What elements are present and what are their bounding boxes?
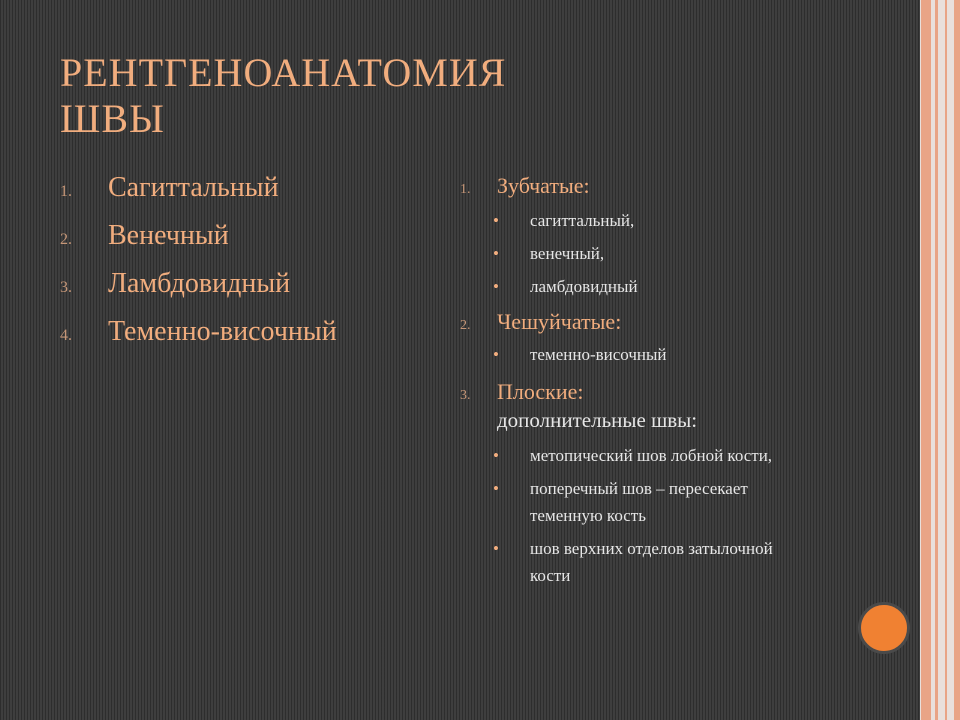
suture-types	[460, 172, 820, 589]
bullet-icon: •	[493, 244, 499, 263]
list-text: Венечный	[108, 220, 229, 251]
title-line-1: РЕНТГЕНОАНАТОМИЯ	[60, 50, 507, 95]
bullet-icon: •	[493, 479, 499, 498]
bullet-list	[460, 442, 790, 589]
bullet-item	[460, 442, 790, 469]
bullet-text: метопический шов лобной кости,	[530, 446, 773, 465]
list-item	[60, 316, 337, 364]
bullet-text: поперечный шов – пересекает теменную кость	[530, 479, 748, 525]
bullet-item	[460, 475, 790, 529]
list-number: 2.	[60, 231, 72, 248]
list-number: 3.	[60, 279, 72, 296]
decorative-stripes	[920, 0, 960, 720]
bullet-icon: •	[493, 539, 499, 558]
bullet-list	[460, 207, 820, 300]
bullet-text: теменно-височный	[530, 345, 667, 364]
list-number: 4.	[60, 327, 72, 344]
group-title: Зубчатые:	[497, 173, 590, 198]
group-title: Чешуйчатые:	[497, 309, 622, 334]
bullet-text: венечный,	[530, 244, 605, 263]
list-item	[60, 220, 337, 268]
stripe	[945, 0, 947, 720]
stripe	[921, 0, 931, 720]
bullet-text: шов верхних отделов затылочной кости	[530, 539, 773, 585]
suture-list	[60, 172, 337, 364]
bullet-item	[460, 240, 820, 267]
bullet-icon: •	[493, 446, 499, 465]
list-text: Ламбдовидный	[108, 268, 291, 299]
list-text: Теменно-височный	[108, 316, 337, 347]
group-flat	[460, 378, 820, 589]
group-number: 3.	[460, 388, 471, 403]
list-item	[60, 172, 337, 220]
bullet-text: сагиттальный,	[530, 211, 635, 230]
bullet-text: ламбдовидный	[530, 277, 638, 296]
bullet-item	[460, 341, 820, 368]
group-title: Плоские:	[497, 379, 584, 404]
bullet-icon: •	[493, 211, 499, 230]
bullet-icon: •	[493, 345, 499, 364]
group-heading	[460, 308, 820, 336]
slide-title	[60, 50, 880, 142]
list-number: 1.	[60, 183, 72, 200]
group-squamous	[460, 308, 820, 368]
group-serrated	[460, 172, 820, 300]
bullet-item	[460, 207, 820, 234]
bullet-item	[460, 273, 820, 300]
list-item	[60, 268, 337, 316]
bullet-item	[460, 535, 790, 589]
list-text: Сагиттальный	[108, 172, 279, 203]
group-number: 2.	[460, 318, 471, 333]
bullet-list	[460, 341, 820, 368]
group-number: 1.	[460, 182, 471, 197]
group-subtitle: дополнительные швы:	[497, 408, 698, 432]
stripe	[935, 0, 938, 720]
bullet-icon: •	[493, 277, 499, 296]
decorative-circle	[858, 602, 910, 654]
stripe	[954, 0, 960, 720]
title-line-2: ШВЫ	[60, 96, 165, 141]
group-heading	[460, 172, 820, 200]
group-heading	[460, 378, 820, 406]
